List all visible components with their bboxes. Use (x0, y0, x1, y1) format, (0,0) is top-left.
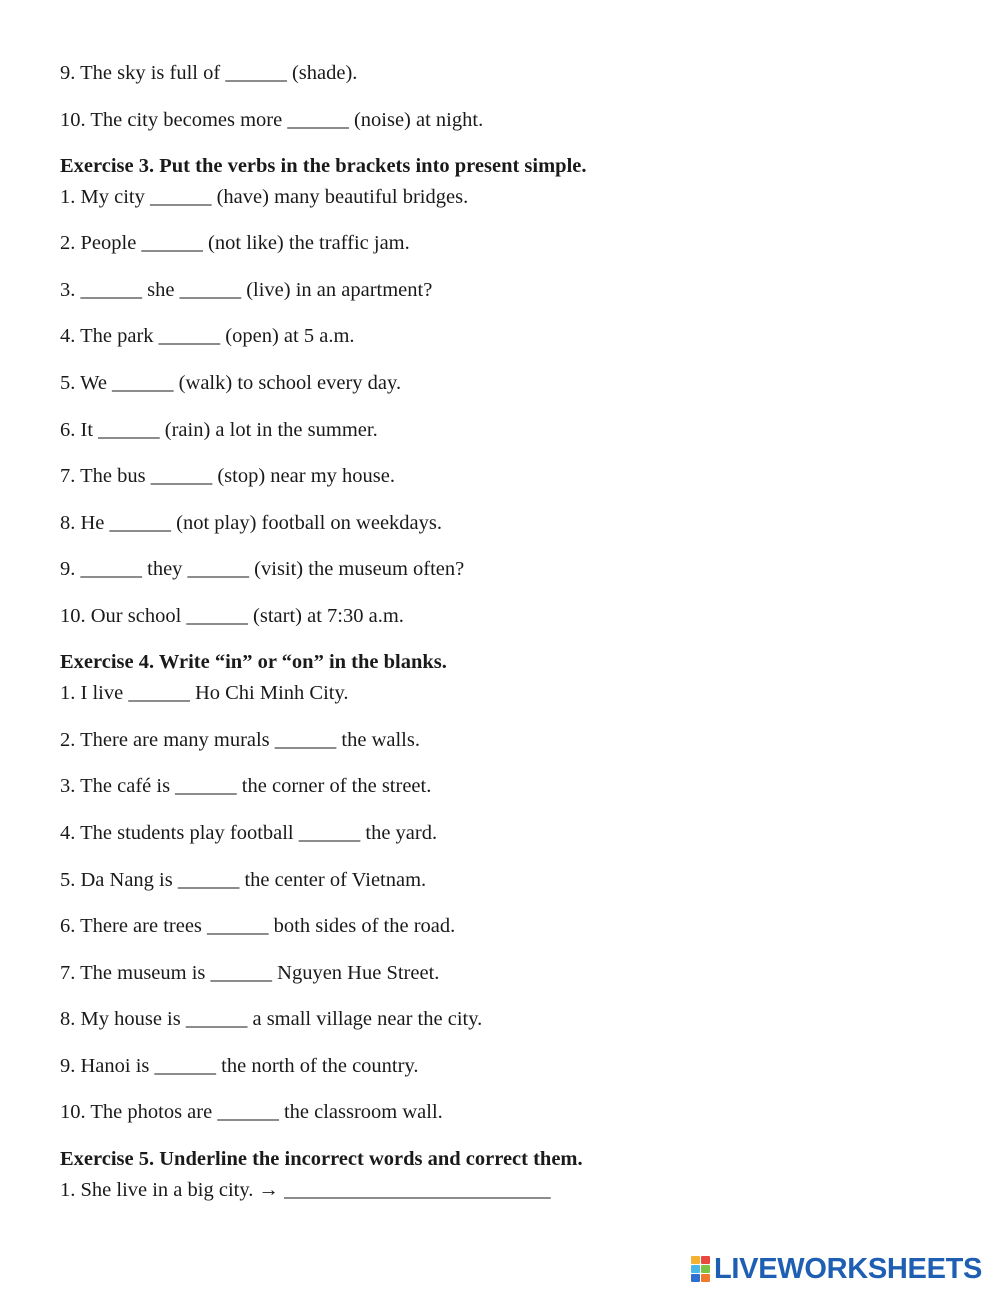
liveworksheets-mark-icon (691, 1256, 711, 1282)
exercise-3-item-4: 4. The park ______ (open) at 5 a.m. (60, 325, 355, 347)
exercise-4-item-1: 1. I live ______ Ho Chi Minh City. (60, 682, 349, 704)
exercise-4-heading: Exercise 4. Write “in” or “on” in the blanks. (60, 651, 447, 673)
exercise-4-item-7: 7. The museum is ______ Nguyen Hue Street. (60, 962, 440, 984)
exercise-4-item-2: 2. There are many murals ______ the walls. (60, 729, 420, 751)
logo-text: LIVEWORKSHEETS (714, 1253, 983, 1285)
exercise-4-item-6: 6. There are trees ______ both sides of the road. (60, 915, 456, 937)
exercise-4-item-5: 5. Da Nang is ______ the center of Vietnam. (60, 869, 427, 891)
exercise-5-heading: Exercise 5. Underline the incorrect words and correct them. (60, 1148, 583, 1170)
exercise-4-item-4: 4. The students play football ______ the yard. (60, 822, 438, 844)
exercise-3-item-6: 6. It ______ (rain) a lot in the summer. (60, 419, 378, 441)
exercise-3-item-5: 5. We ______ (walk) to school every day. (60, 372, 402, 394)
exercise-4-item-8: 8. My house is ______ a small village near the city. (60, 1008, 483, 1030)
exercise-4-item-9: 9. Hanoi is ______ the north of the country. (60, 1055, 419, 1077)
exercise-3-item-9: 9. ______ they ______ (visit) the museum often? (60, 558, 465, 580)
logo-tile (701, 1256, 710, 1264)
exercise-3-item-3: 3. ______ she ______ (live) in an apartment? (60, 279, 433, 301)
logo-tile (701, 1274, 710, 1282)
exercise-3-heading: Exercise 3. Put the verbs in the brackets into present simple. (60, 155, 587, 177)
exercise-2-item-10: 10. The city becomes more ______ (noise) at night. (60, 109, 484, 131)
exercise-5-item-1: 1. She live in a big city. → __________________________ (60, 1179, 551, 1201)
liveworksheets-logo (691, 1254, 982, 1284)
exercise-3-item-7: 7. The bus ______ (stop) near my house. (60, 465, 395, 487)
exercise-2-item-9: 9. The sky is full of ______ (shade). (60, 62, 358, 84)
logo-tile (701, 1265, 710, 1273)
exercise-4-item-3: 3. The café is ______ the corner of the street. (60, 775, 432, 797)
logo-tile (691, 1265, 700, 1273)
exercise-3-item-8: 8. He ______ (not play) football on weekdays. (60, 512, 443, 534)
exercise-3-item-1: 1. My city ______ (have) many beautiful bridges. (60, 186, 469, 208)
exercise-4-item-10: 10. The photos are ______ the classroom wall. (60, 1101, 443, 1123)
exercise-3-item-2: 2. People ______ (not like) the traffic jam. (60, 232, 410, 254)
logo-tile (691, 1274, 700, 1282)
logo-tile (691, 1256, 700, 1264)
exercise-3-item-10: 10. Our school ______ (start) at 7:30 a.m. (60, 605, 404, 627)
